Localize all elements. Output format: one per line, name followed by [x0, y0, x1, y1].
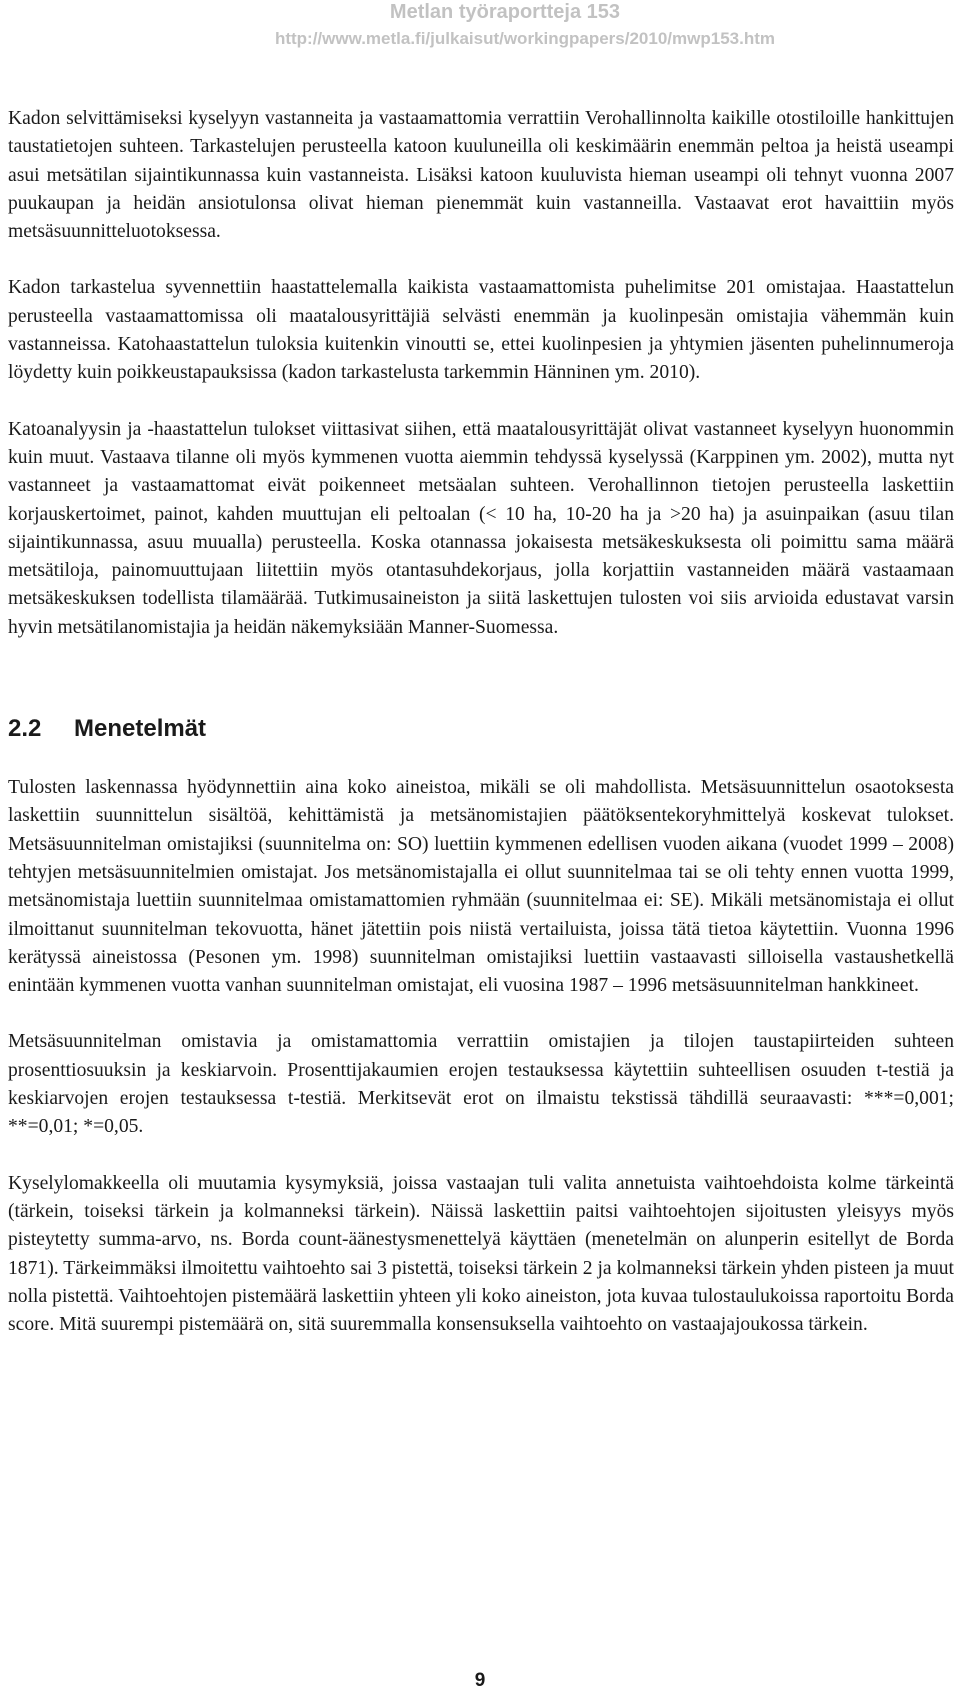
paragraph-plan-owners: Tulosten laskennassa hyödynnettiin aina koko aineistoa, mikäli se oli mahdollista. Metsäsuunnittelun osaotoksesta laskettiin suunnittelun sisältöä, kehittämistä ja metsänomistajien päätöksentekoryhmittelyä koskevat tulokset. Metsäsuunnitelman omistajiksi (suunnitelma on: SO) luettiin kymmenen edellisen vuoden aikana (vuodet 1999 – 2008) tehtyjen metsäsuunnitelmien omistajat. Jos metsänomistajalla ei ollut suunnitelmaa tai se oli tehty ennen vuotta 1999, metsänomistaja luettiin suunnitelmaa omistamattomien ryhmään (suunnitelmaa ei: SE). Mikäli metsänomistaja ei ollut ilmoittanut suunnitelman tekovuotta, hänet jätettiin pois niistä vertailuista, joissa tätä tietoa käytettiin. Vuonna 1996 kerätyssä aineistossa (Pesonen ym. 1998) suunnitelman omistajiksi luettiin vastaavasti silloisella vastaushetkellä enintään kymmenen vuotta vanhan suunnitelman omistajat, eli vuosina 1987 – 1996 metsäsuunnitelman hankkineet. — [8, 777, 954, 997]
section-heading — [8, 714, 954, 744]
paragraph-borda-count: Kyselylomakkeella oli muutamia kysymyksiä, joissa vastaajan tuli valita annetuista vaihtoehdoista kolme tärkeintä (tärkein, toiseksi tärkein ja kolmanneksi tärkein). Näissä laskettiin paitsi vaihtoehtojen sijoitusten yleisyys myös pisteytetty summa-arvo, ns. Borda count-äänestysmenettelyä käyttäen (menetelmän on alunperin esitellyt de Borda 1871). Tärkeimmäksi ilmoitettu vaihtoehto sai 3 pistettä, toiseksi tärkein 2 ja kolmanneksi tärkein yhden pisteen ja muut nolla pistettä. Vaihtoehtojen pistemäärä laskettiin yhteen yli koko aineiston, jota kuvaa tulostaulukoissa raportoitu Borda score. Mitä suurempi pistemäärä on, sitä suuremmalla konsensuksella vaihtoehto on vastaajajoukossa tärkein. — [8, 1172, 954, 1336]
paragraph-nonresponse-interviews: Kadon tarkastelua syvennettiin haastattelemalla kaikista vastaamattomista puhelimitse 201 omistajaa. Haastattelun perusteella vastaamattomissa oli maatalousyrittäjiä selvästi enemmän ja kuolinpesän omistajia vähemmän kuin vastanneissa. Katohaastattelun tuloksia kuitenkin vinoutti se, ettei kuolinpesien ja yhtymien jäsenten puhelinnumeroja löydetty kuin poikkeustapauksissa (kadon tarkastelusta tarkemmin Hänninen ym. 2010). — [8, 277, 954, 384]
section-title: Menetelmät — [74, 715, 207, 743]
paragraph-weighting: Katoanalyysin ja -haastattelun tulokset viittasivat siihen, että maatalousyrittäjät olivat vastanneet kyselyyn huonommin kuin muut. Vastaava tilanne oli myös kymmenen vuotta aiemmin tehdyssä kyselyssä (Karppinen ym. 2002), mutta nyt vastanneet ja vastaamattomat eivät poikenneet metsäalan suhteen. Verohallinnon tietojen perusteella laskettiin korjauskertoimet, painot, kahden muuttujan eli peltoalan (< 10 ha, 10-20 ha ja >20 ha) ja asuinpaikan (asuu tilan sijaintikunnassa, asuu muualla) perusteella. Koska otannassa jokaisesta metsäkeskuksesta oli poimittu sama määrä metsätiloja, painomuuttujaan liitettiin myös otantasuhdekorjaus, jolla korjattiin vastanneiden määrä vastaamaan metsäkeskuksen todellista tilamäärää. Tutkimusaineiston ja siitä laskettujen tulosten voi siis arvioida edustavat varsin hyvin metsätilanomistajia ja heidän näkemyksiään Manner-Suomessa. — [8, 418, 954, 638]
section-number: 2.2 — [8, 715, 42, 743]
paragraph-statistical-tests: Metsäsuunnitelman omistavia ja omistamattomia verrattiin omistajien ja tilojen taustapiirteiden suhteen prosenttiosuuksin ja keskiarvoin. Prosenttijakaumien erojen testauksessa käytettiin suhteellisen osuuden t-testiä ja keskiarvojen erojen testauksessa t-testiä. Merkitsevät erot on ilmaistu tekstissä tähdillä seuraavasti: ***=0,001; **=0,01; *=0,05. — [8, 1031, 954, 1138]
publication-url[interactable]: http://www.metla.fi/julkaisut/workingpapers/2010/mwp153.htm — [274, 29, 775, 48]
page-header — [0, 0, 960, 50]
series-title: Metlan työraportteja 153 — [389, 1, 620, 23]
main-content — [8, 105, 954, 1367]
paragraph-nonresponse-analysis: Kadon selvittämiseksi kyselyyn vastanneita ja vastaamattomia verrattiin Verohallinnolta kaikille otostiloille hankittujen taustatietojen suhteen. Tarkastelujen perusteella katoon kuuluneilla oli keskimäärin enemmän peltoa ja heistä useampi asui metsätilan sijaintikunnassa kuin vastanneista. Lisäksi katoon kuuluvista hieman useampi oli tehnyt vuonna 2007 puukaupan ja heidän ansiotulonsa olivat hieman pienemmät kuin vastanneilla. Vastaavat erot havaittiin myös metsäsuunnitteluotoksessa. — [8, 108, 954, 243]
page-number: 9 — [474, 1670, 486, 1691]
